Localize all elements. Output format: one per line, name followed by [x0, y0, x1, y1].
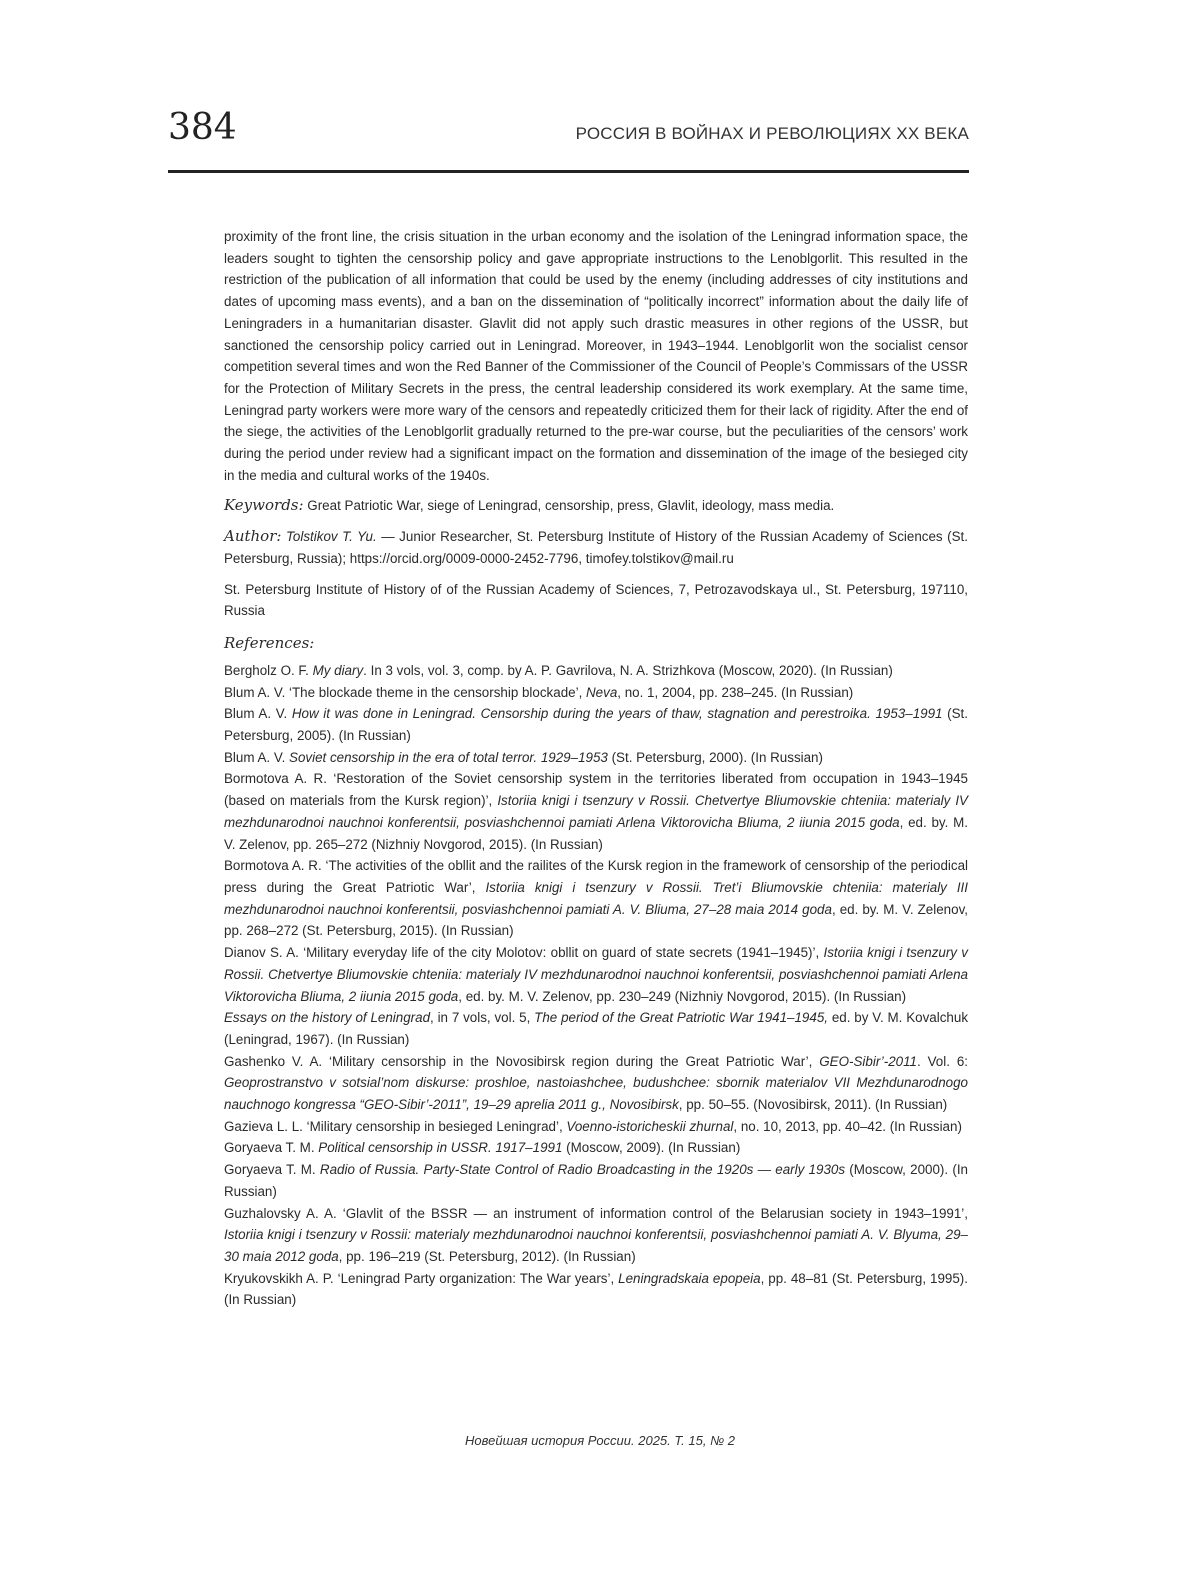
reference-segment: Blum A. V. ‘The blockade theme in the censorship blockade’,	[224, 684, 587, 700]
reference-segment: GEO-Sibir’-2011	[819, 1053, 918, 1069]
reference-segment: Istoriia knigi i tsenzury v Rossii: materialy mezhdunarodnoi nauchnoi konferentsii, posviashchennoi pamiati A. V. Blyuma, 29–30 maia 2012 goda	[224, 1227, 968, 1264]
reference-segment: , pp. 196–219 (St. Petersburg, 2012). (In Russian)	[338, 1248, 636, 1264]
reference-segment: Neva	[586, 684, 618, 700]
reference-item	[224, 1116, 968, 1138]
reference-segment: (St. Petersburg, 2000). (In Russian)	[607, 749, 823, 765]
abstract-text: proximity of the front line, the crisis situation in the urban economy and the isolation of the Leningrad information space, the leaders sought to tighten the censorship policy and gave appropriate instructions to the Lenoblgorlit. This resulted in the restriction of the publication of all information that could be used by the enemy (including addresses of city institutions and dates of upcoming mass events), and a ban on the dissemination of “politically incorrect” information about the daily life of Leningraders in a humanitarian disaster. Glavlit did not apply such drastic measures in other regions of the USSR, but sanctioned the censorship policy carried out in Leningrad. Moreover, in 1943–1944. Lenoblgorlit won the socialist censor competition several times and won the Red Banner of the Commissioner of the Council of People’s Commissars of the USSR for the Protection of Military Secrets in the press, the central leadership considered its work exemplary. At the same time, Leningrad party workers were more wary of the censors and repeatedly criticized them for their lack of rigidity. After the end of the siege, the activities of the Lenoblgorlit gradually returned to the pre-war course, but the peculiarities of the censors’ work during the period under review had a significant impact on the formation and dissemination of the image of the besieged city in the media and cultural works of the 1940s.	[224, 229, 968, 483]
reference-segment: Guzhalovsky A. A. ‘Glavlit of the BSSR — an instrument of information control of the Belarusian society in 1943–1991’,	[224, 1205, 968, 1221]
page-header	[168, 108, 969, 173]
reference-segment: Blum A. V.	[224, 749, 290, 765]
reference-segment: Goryaeva T. M.	[224, 1140, 319, 1156]
reference-segment: , in 7 vols, vol. 5,	[430, 1010, 535, 1026]
reference-segment: Radio of Russia. Party-State Control of Radio Broadcasting in the 1920s — early 1930s	[319, 1162, 846, 1178]
reference-segment: Bormotova A. R. ‘Restoration of the Soviet censorship system in the territories liberated from occupation in 1943–1945 (based on materials from the Kursk region)’,	[224, 771, 968, 809]
reference-segment: Blum A. V.	[224, 706, 292, 722]
reference-item	[224, 855, 968, 942]
reference-segment: Voenno-istoricheskii zhurnal	[566, 1118, 734, 1134]
reference-item	[224, 1159, 968, 1202]
reference-segment: ed. by V. M. Kovalchuk (Leningrad, 1967). (In Russian)	[224, 1010, 969, 1047]
author-details: — Junior Researcher, St. Petersburg Institute of History of the Russian Academy of Sciences (St. Petersburg, Russia); https://orcid.org/0009-0000-2452-7796, timofey.tolstikov@mail.ru	[224, 529, 968, 566]
article-body	[224, 226, 968, 1311]
reference-segment: (St. Petersburg, 2005). (In Russian)	[224, 706, 968, 744]
reference-item	[224, 768, 968, 855]
reference-item	[224, 942, 968, 1007]
reference-segment: Political censorship in USSR. 1917–1991	[318, 1140, 563, 1156]
reference-segment: , pp. 50–55. (Novosibirsk, 2011). (In Russian)	[678, 1097, 948, 1113]
reference-segment: Geoprostranstvo v sotsial’nom diskurse: proshloe, nastoiashchee, budushchee: sbornik materialov VII Mezhdunarodnogo nauchnogo kongressa “GEO-Sibir’-2011”, 19–29 aprelia 2011 g., Novosibirsk	[224, 1075, 968, 1113]
keywords-line	[224, 495, 968, 517]
reference-segment: Soviet censorship in the era of total terror. 1929–1953	[289, 749, 608, 765]
reference-segment: Bergholz O. F.	[224, 662, 313, 678]
journal-footer: Новейшая история России. 2025. Т. 15, № 2	[464, 1433, 735, 1448]
reference-segment: Dianov S. A. ‘Military everyday life of the city Molotov: obllit on guard of state secrets (1941–1945)’,	[224, 945, 824, 961]
affiliation: St. Petersburg Institute of History of of the Russian Academy of Sciences, 7, Petrozavodskaya ul., St. Petersburg, 197110, Russia	[224, 581, 968, 619]
reference-item	[224, 747, 968, 769]
reference-segment: Essays on the history of Leningrad	[224, 1010, 431, 1026]
reference-segment: , no. 1, 2004, pp. 238–245. (In Russian)	[617, 684, 854, 700]
references-title: References:	[224, 633, 315, 652]
author-label: Author:	[224, 527, 282, 546]
reference-segment: (Moscow, 2009). (In Russian)	[562, 1140, 741, 1156]
reference-segment: , pp. 48–81 (St. Petersburg, 1995). (In Russian)	[224, 1270, 968, 1308]
reference-segment: , ed. by. M. V. Zelenov, pp. 230–249 (Nizhniy Novgorod, 2015). (In Russian)	[458, 988, 907, 1004]
reference-segment: My diary	[312, 662, 364, 678]
reference-item	[224, 1007, 968, 1050]
reference-segment: . In 3 vols, vol. 3, comp. by A. P. Gavrilova, N. A. Strizhkova (Moscow, 2020). (In Russian)	[363, 662, 893, 678]
author-line	[224, 526, 968, 569]
reference-segment: Istoriia knigi i tsenzury v Rossii. Chetvertye Bliumovskie chteniia: materialy IV mezhdunarodnoi nauchnoi konferentsii, posviashchennoi pamiati Arlena Viktorovicha Bliuma, 2 iiunia 2015 goda	[224, 793, 968, 830]
reference-segment: . Vol. 6:	[917, 1053, 969, 1069]
reference-item	[224, 1137, 968, 1159]
references-list	[224, 660, 968, 1311]
reference-segment: Istoriia knigi i tsenzury v Rossii. Chetvertye Bliumovskie chteniia: materialy IV mezhdunarodnoi nauchnoi konferentsii, posviashchennoi pamiati Arlena Viktorovicha Bliuma, 2 iiunia 2015 goda	[224, 945, 968, 1004]
reference-segment: , ed. by. M. V. Zelenov, pp. 268–272 (St. Petersburg, 2015). (In Russian)	[224, 901, 968, 939]
running-title: РОССИЯ В ВОЙНАХ И РЕВОЛЮЦИЯХ XX ВЕКА	[575, 124, 969, 143]
page-number: 384	[168, 107, 237, 148]
reference-item	[224, 1051, 968, 1116]
reference-segment: Leningradskaia epopeia	[618, 1270, 761, 1286]
keywords-text: Great Patriotic War, siege of Leningrad, censorship, press, Glavlit, ideology, mass media.	[307, 498, 835, 514]
reference-segment: , no. 10, 2013, pp. 40–42. (In Russian)	[733, 1118, 962, 1134]
reference-item	[224, 1203, 968, 1268]
reference-segment: , ed. by. M. V. Zelenov, pp. 265–272 (Nizhniy Novgorod, 2015). (In Russian)	[224, 814, 968, 852]
reference-segment: The period of the Great Patriotic War 1941–1945,	[534, 1010, 828, 1026]
reference-segment: (Moscow, 2000). (In Russian)	[224, 1162, 968, 1199]
reference-item	[224, 1268, 968, 1311]
reference-segment: Bormotova A. R. ‘The activities of the obllit and the railites of the Kursk region in the framework of censorship of the periodical press during the Great Patriotic War’,	[224, 858, 968, 895]
reference-segment: Kryukovskikh A. P. ‘Leningrad Party organization: The War years’,	[224, 1270, 619, 1286]
reference-segment: Gazieva L. L. ‘Military censorship in besieged Leningrad’,	[224, 1118, 567, 1134]
reference-item	[224, 660, 968, 682]
reference-segment: Gashenko V. A. ‘Military censorship in the Novosibirsk region during the Great Patriotic War’,	[224, 1053, 820, 1069]
keywords-label: Keywords:	[224, 496, 304, 515]
reference-segment: Istoriia knigi i tsenzury v Rossii. Tret’i Bliumovskie chteniia: materialy III mezhdunarodnoi nauchnoi konferentsii, posviashchennoi pamiati A. V. Bliuma, 27–28 maia 2014 goda	[224, 879, 968, 917]
reference-item	[224, 703, 968, 746]
author-name: Tolstikov T. Yu.	[285, 529, 377, 545]
reference-segment: How it was done in Leningrad. Censorship during the years of thaw, stagnation and perestroika. 1953–1991	[291, 706, 943, 722]
reference-item	[224, 682, 968, 704]
reference-segment: Goryaeva T. M.	[224, 1162, 320, 1178]
